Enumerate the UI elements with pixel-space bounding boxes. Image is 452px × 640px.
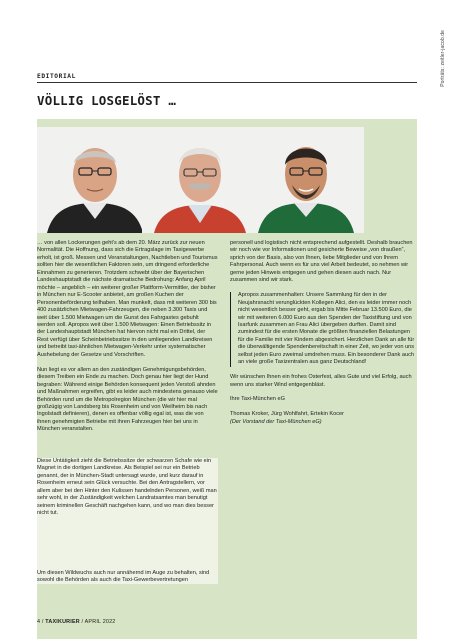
column-2 xyxy=(230,240,417,426)
divider xyxy=(37,82,417,83)
footer: 4 / TAXIKURIER / APRIL 2022 xyxy=(37,619,116,625)
donation-quote: Apropos zusammenhalten: Unsere Sammlung für den in der Neujahrsnacht verunglückten Kollegen Alici, den es leider immer noch nicht wesentlich besser geht, ergab bis Mitte Februar 13.500 Euro, die wir mit weiteren 6.000 Euro aus den Spenden der Taxistiftung und von Isarfunk zusammen an Frau Alici übergeben durften. Damit sind zumindest für die ersten Monate die größten finanziellen Belastungen für die Familie mit vier Kindern abgesichert. Herzlichen Dank an alle für die überwältigende Spendenbereitschaft in einer Zeit, wo jeder von uns selbst jeden Euro zweimal umdrehen muss. Ein besonderer Dank auch an viele große Taxizentralen aus ganz Deutschland! xyxy=(230,292,417,367)
column-1 xyxy=(37,240,218,441)
section-label: EDITORIAL xyxy=(37,73,76,80)
headline: VÖLLIG LOSGELÖST … xyxy=(37,93,177,108)
paragraph: personell und logistisch nicht entsprechend aufgestellt. Deshalb brauchen wir noch wie vor Informationen und gesicherte Beweise „von draußen“, sprich von der Basis, also von Ihnen, liebe Mitglieder und von Ihrem Fahrpersonal. Auch wenn es für uns viel Arbeit bedeutet, so nehmen wir gerne jeden Hinweis entgegen und gehen diesen auch nach. Nur zusammen sind wir stark. xyxy=(230,240,413,284)
issue-date: APRIL 2022 xyxy=(84,619,116,625)
paragraph: Diese Untätigkeit zieht die Betriebssitze der schwarzen Schafe wie ein Magnet in die dortigen Landkreise. Als Beispiel sei nur ein Betrieb genannt, der in München-Stadt untersagt wurde, und kurz darauf in Rosenheim erneut sein Glück versuchte. Bei den Antragstellern, vor allem aber bei den Hinter den Kulissen handelnden Personen, weiß man sehr wohl, in der Zuständigkeit welchen Landratsamtes man benutigt seinem kriminellen Geschäft nachgehen kann, und wo man dies besser nicht tut. xyxy=(37,458,217,517)
signers: Thomas Kroker, Jürg Wohlfahrt, Ertekin Kocer xyxy=(230,411,344,418)
paragraph: Um diesen Wildwuchs auch nur annähernd im Auge zu behalten, sind sowohl die Behörden als auch die Taxi-Gewerbevertretungen xyxy=(37,569,210,584)
portrait-2 xyxy=(142,127,258,233)
column-1-end xyxy=(37,564,218,590)
greeting: Ihre Taxi-München eG xyxy=(230,396,285,403)
portrait-3 xyxy=(248,127,364,233)
photo-credit: Porträts: zeitler-jacob.de xyxy=(440,30,446,87)
page-number: 4 xyxy=(37,619,41,625)
paragraph: Nun liegt es vor allem an den zuständigen Genehmigungsbehörden, diesem Treiben ein Ende zu machen. Doch genau hier liegt der Hund begraben: Während einige Behörden konsequent jeden Verstoß ahnden und Maßnahmen ergreifen, gibt es leider auch mindestens genauso viele Behörden rund um die Metropolregion München (die wir hier mal großzügig von Landsberg bis Rosenheim und von Weilheim bis nach Ingolstadt definieren), denen es offenbar völlig egal ist, was die von ihnen genehmigten Betriebe mit ihren Fahrzeugen hier bei uns in München veranstalten. xyxy=(37,366,218,433)
magazine-name: TAXIKURIER xyxy=(45,619,80,625)
signers-role: (Der Vorstand der Taxi-München eG) xyxy=(230,418,322,425)
closing-paragraph: Wir wünschen Ihnen ein frohes Osterfest, alles Gute und viel Erfolg, auch wenn uns starker Wind entgegenbläst. xyxy=(230,374,412,388)
portrait-1 xyxy=(37,127,153,233)
paragraph: … von allen Lockerungen geht's ab dem 20. März zurück zur neuen Normalität. Die Hoffnung, dass sich die Ertragslage im Taxigewerbe erholt, ist groß. Messen und Veranstaltungen, Nachtleben und Tourismus sollten hier die wesentlichen Faktoren sein, um dringend erforderliche Einnahmen zu generieren. Trotzdem schwebt über der Bayerischen Landeshauptstadt die nächste dramatische Bedrohung: Anfang April möchte – angeblich – ein weiterer großer Plattform-Vermittler, der bisher in München nur E-Scooter anbietet, am großen Kuchen der Personenbeförderung teilhaben. Man munkelt, dass mit weiteren 300 bis 400 zusätzlichen Mietwagen-Fahrzeugen, die neben 3.300 Taxis und weit über 1.500 Mietwagen um die Gunst des Fahrgastes gebuhlt werden soll. Apropos weit über 1.500 Mietwagen: Einen Betriebssitz in der Landeshauptstadt München hat hiervon nicht mal ein Drittel, der Rest verfügt über Scheinbetriebssitze in den umliegenden Landkreisen und betreibt taxi-ähnlichen Mietwagen-Verkehr unter systematischer Aushebelung der Gesetze und Vorschriften. xyxy=(37,240,218,358)
